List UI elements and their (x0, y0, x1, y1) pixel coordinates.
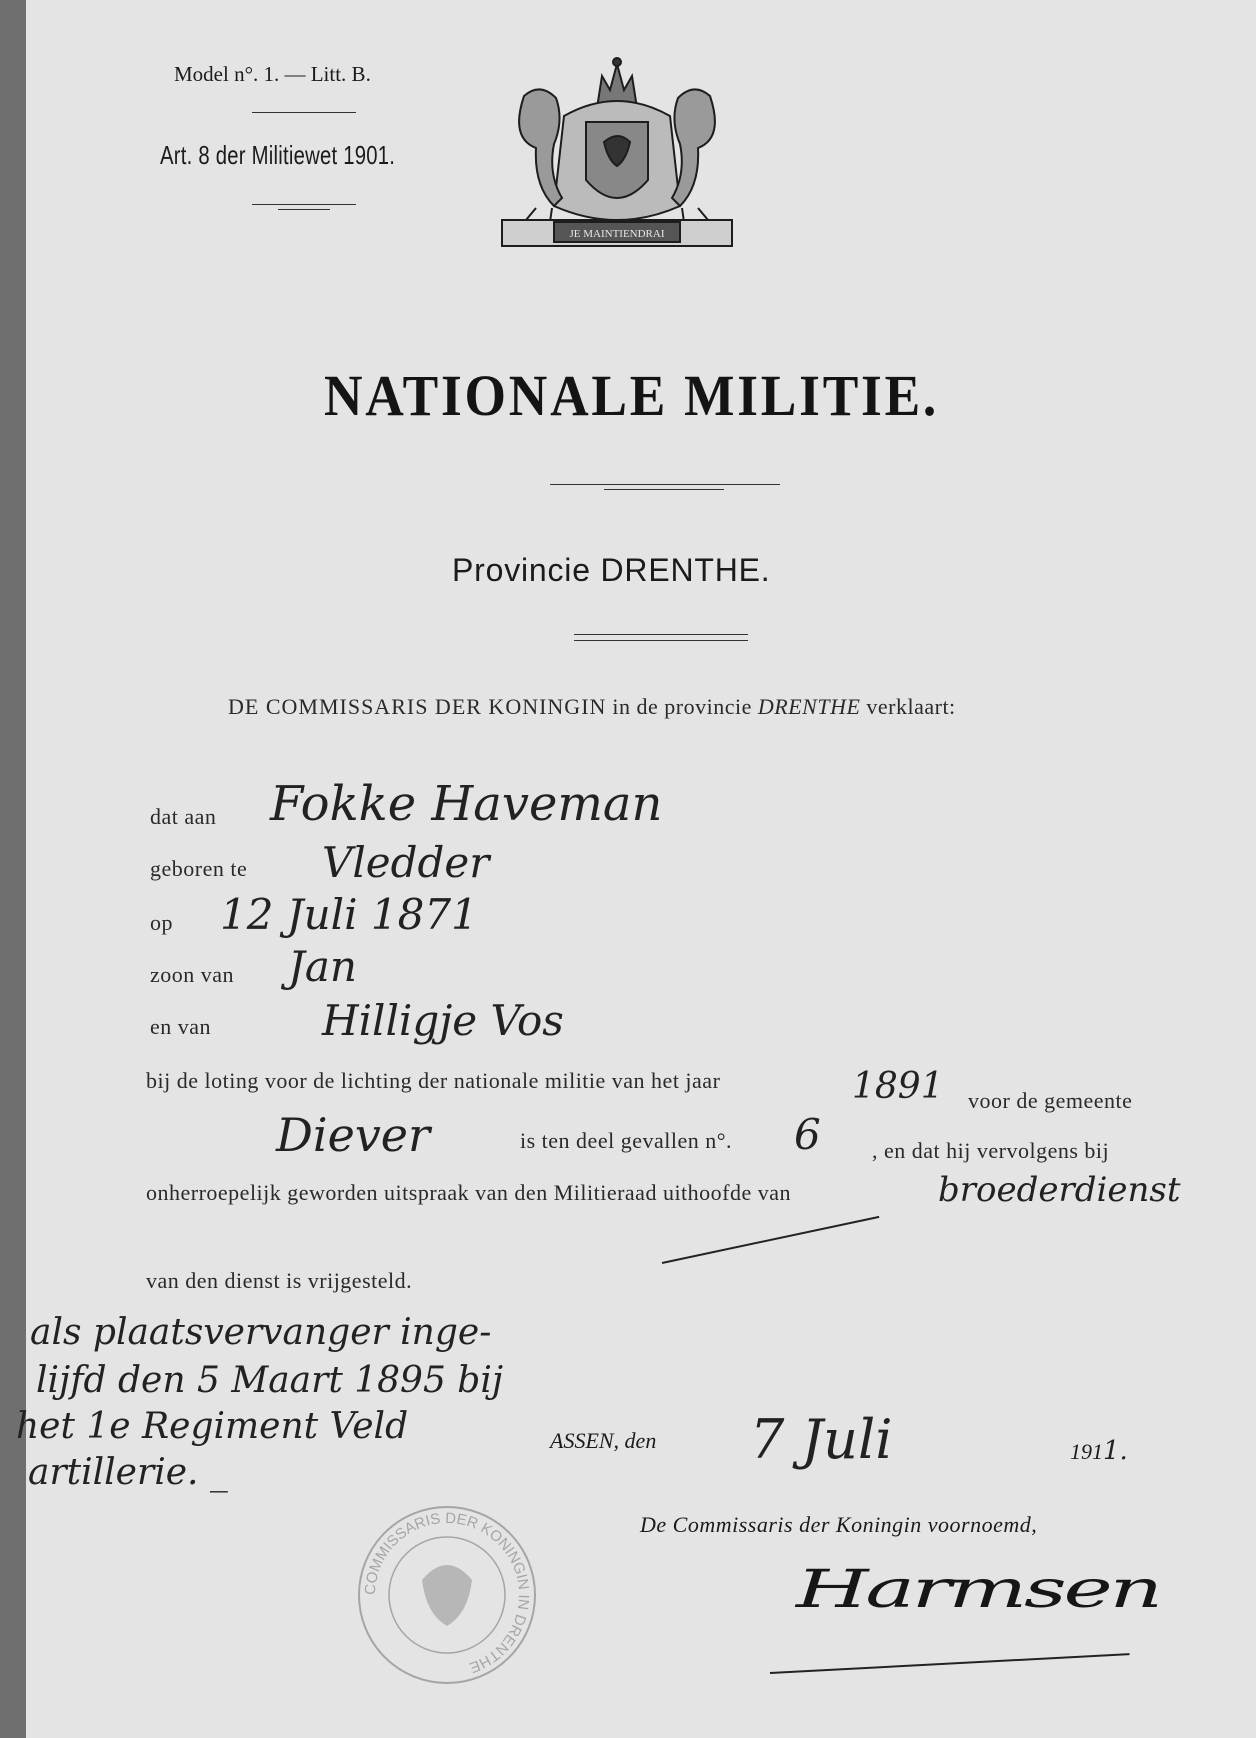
divider (278, 209, 330, 210)
name-label: dat aan (150, 804, 217, 829)
body-line-1 (146, 1068, 720, 1094)
article-line: Art. 8 der Militiewet 1901. (160, 140, 396, 170)
name-value: Fokke Haveman (270, 776, 663, 832)
margin-note-line-3: het 1e Regiment Veld (16, 1406, 409, 1447)
stamp-text: COMMISSARIS DER KONINGIN IN DRENTHE (361, 1509, 533, 1677)
motto-text: JE MAINTIENDRAI (569, 228, 665, 240)
declaration-province: DRENTHE (757, 694, 861, 719)
declaration-line (228, 694, 956, 720)
divider (550, 484, 780, 485)
divider (252, 112, 356, 113)
declaration-prefix: DE COMMISSARIS DER KONINGIN (228, 694, 607, 719)
dating-day-month: 7 Juli (750, 1408, 893, 1471)
dating-year (1070, 1436, 1128, 1466)
dating-year-hand: 1. (1103, 1436, 1128, 1466)
exemption-reason-value: broederdienst (938, 1170, 1181, 1210)
body-line-3: onherroepelijk geworden uitspraak van den Militieraad uithoofde van (146, 1180, 792, 1205)
born-value: Vledder (322, 838, 490, 887)
body-line-1-suffix: voor de gemeente (968, 1088, 1133, 1113)
municipality-value: Diever (276, 1108, 431, 1162)
margin-note-line-2: lijfd den 5 Maart 1895 bij (36, 1360, 504, 1401)
signature-title: De Commissaris der Koningin voornoemd, (640, 1512, 1038, 1537)
body-line-4: van den dienst is vrijgesteld. (146, 1268, 413, 1293)
date-value: 12 Juli 1871 (220, 890, 478, 939)
lottery-year-value: 1891 (852, 1066, 944, 1107)
born-label: geboren te (150, 856, 248, 881)
dating-place: ASSEN, den (550, 1428, 657, 1453)
document-sheet (16, 0, 1256, 1738)
body-line-2-suffix: , en dat hij vervolgens bij (872, 1138, 1110, 1163)
divider (604, 489, 724, 490)
divider (574, 640, 748, 641)
body-line-2-middle: is ten deel gevallen n°. (520, 1128, 733, 1153)
margin-note-line-1: als plaatsvervanger inge- (30, 1312, 492, 1353)
mother-label: en van (150, 1014, 212, 1039)
official-stamp-icon (352, 1500, 542, 1690)
date-label: op (150, 910, 173, 935)
mother-value: Hilligje Vos (322, 996, 564, 1045)
divider (574, 634, 748, 635)
page-title: NATIONALE MILITIE. (324, 363, 940, 428)
model-line: Model n°. 1. — Litt. B. (174, 62, 371, 86)
father-label: zoon van (150, 962, 235, 987)
dating-year-printed: 191 (1070, 1439, 1103, 1464)
body-line-1-prefix: bij de loting voor de lichting der nationale militie van het jaar (146, 1068, 721, 1093)
declaration-middle: in de provincie (612, 694, 752, 719)
margin-note-line-4: artillerie. _ (28, 1452, 228, 1493)
father-value: Jan (288, 942, 357, 991)
lottery-number-value: 6 (794, 1110, 821, 1159)
province-heading: Provincie DRENTHE. (452, 552, 771, 588)
signature-scrawl: Harmsen (796, 1560, 1160, 1620)
signature-underline (770, 1653, 1130, 1674)
handwritten-stroke (662, 1216, 880, 1264)
divider (252, 204, 356, 205)
coat-of-arms-icon (494, 56, 740, 252)
declaration-suffix: verklaart: (866, 694, 956, 719)
